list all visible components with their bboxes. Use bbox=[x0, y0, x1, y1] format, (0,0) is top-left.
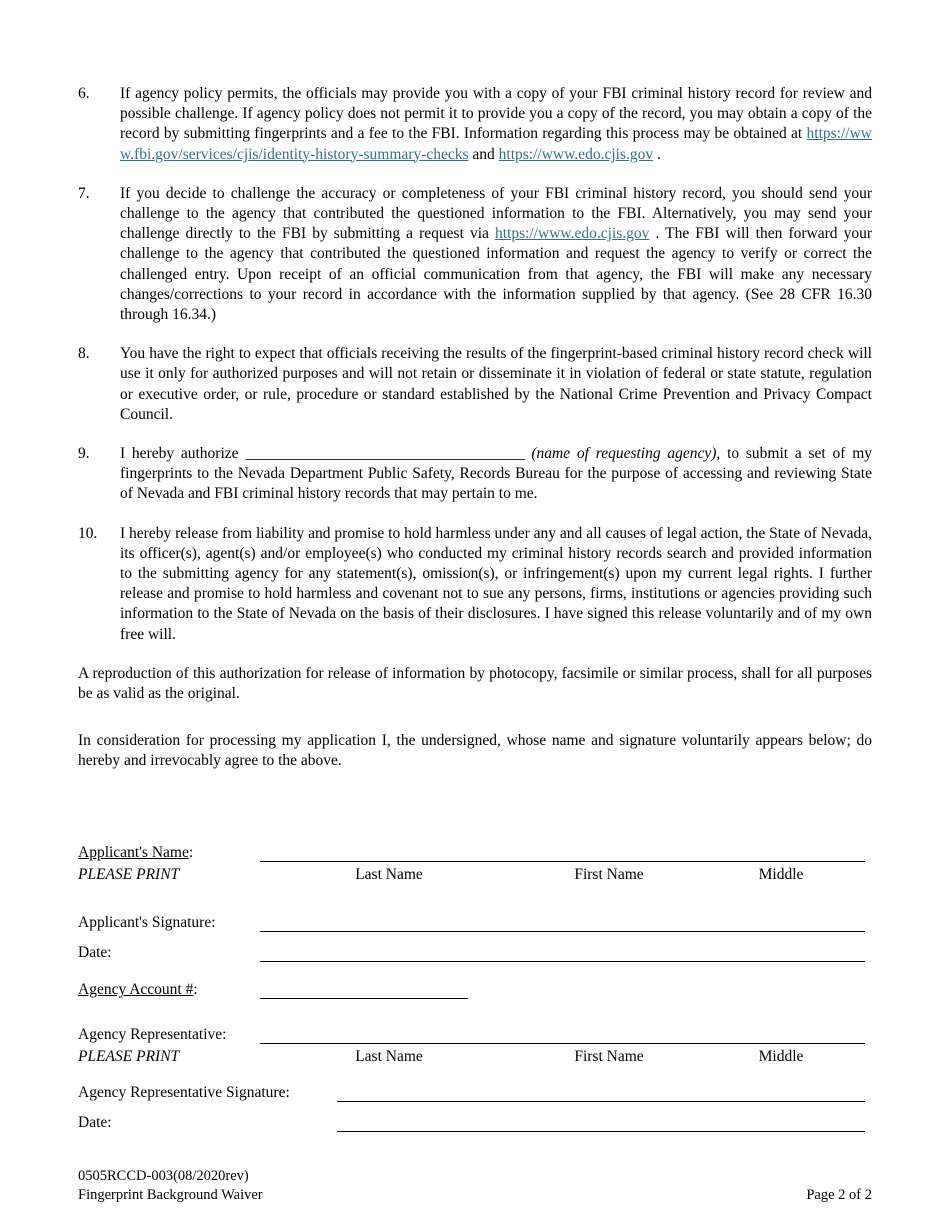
clause-6-number: 6. bbox=[78, 85, 90, 102]
clause-9-number: 9. bbox=[78, 445, 90, 463]
clause-9-text bbox=[120, 444, 872, 505]
agency-signature-section bbox=[78, 1083, 872, 1143]
column-caption-middle-applicant: Middle bbox=[758, 866, 804, 883]
clause-9-text-before-blank: I hereby authorize bbox=[120, 445, 246, 463]
column-caption-last-name-applicant: Last Name bbox=[355, 866, 423, 883]
clause-9-text-after: , to submit a set of my fingerprints to the Nevada Department Public Safety, Records Bureau for the purpose of accessing and reviewing State of Nevada and FBI criminal history records that may pertain to me. bbox=[120, 445, 873, 503]
footer-left bbox=[78, 1167, 263, 1205]
page-footer bbox=[78, 1167, 872, 1205]
applicant-date-label: Date: bbox=[78, 944, 112, 961]
agency-section bbox=[78, 980, 872, 1077]
column-caption-middle-agency: Middle bbox=[758, 1048, 804, 1065]
column-caption-first-name-applicant: First Name bbox=[574, 866, 644, 883]
clause-7 bbox=[78, 184, 872, 325]
requesting-agency-blank-field[interactable]: ______________________________________ bbox=[245, 445, 525, 463]
page-number: Page 2 of 2 bbox=[806, 1187, 872, 1203]
edo-cjis-gov-link-clause-7[interactable]: https://www.edo.cjis.gov bbox=[494, 225, 650, 243]
agency-representative-line[interactable] bbox=[260, 1043, 865, 1044]
applicant-signature-row bbox=[78, 913, 872, 943]
clause-7-text-after: . The FBI will then forward your challenge to the agency that contributed the questioned information and request the agency to verify or correct the challenged entry. Upon receipt of an official communication from that agency, the FBI will make any necessary changes/corrections to your record in accordance with the information supplied by that agency. (See 28 CFR 16.30 through 16.34.) bbox=[120, 225, 872, 324]
document-title: Fingerprint Background Waiver bbox=[78, 1187, 263, 1203]
agency-account-line[interactable] bbox=[260, 998, 468, 999]
form-code: 0505RCCD-003(08/2020rev) bbox=[78, 1168, 249, 1184]
clause-7-text-before-link: If you decide to challenge the accuracy or completeness of your FBI criminal history record, you should send your challenge to the agency that contributed the questioned information to the FBI. Alternatively, you may send your challenge directly to the FBI by submitting a request via bbox=[120, 184, 872, 243]
document-body bbox=[78, 84, 872, 772]
consideration-paragraph: In consideration for processing my application I, the undersigned, whose name and signature voluntarily appears below; do hereby and irrevocably agree to the above. bbox=[78, 732, 872, 770]
clause-6-text-after: . bbox=[653, 145, 661, 163]
agency-date-label: Date: bbox=[78, 1114, 112, 1131]
clause-7-number: 7. bbox=[78, 184, 90, 202]
clause-10 bbox=[78, 524, 872, 645]
column-caption-last-name-agency: Last Name bbox=[355, 1048, 423, 1065]
clause-8-text: You have the right to expect that officials receiving the results of the fingerprint-based criminal history record check will use it only for authorized purposes and will not retain or disseminate it in violation of federal or state statute, regulation or executive order, or rule, procedure or standard established by the National Crime Prevention and Privacy Compact Council. bbox=[120, 345, 872, 423]
clause-10-number: 10. bbox=[78, 524, 98, 542]
column-caption-first-name-agency: First Name bbox=[574, 1048, 644, 1065]
clause-6-text-between: and bbox=[468, 145, 499, 163]
applicant-signature-line[interactable] bbox=[260, 931, 865, 932]
clause-10-text: I hereby release from liability and promise to hold harmless under any and all causes of legal action, the State of Nevada, its officer(s), agent(s) and/or employee(s) who conducted my criminal history records search and provided information to the submitting agency for any statement(s), omission(s), or infringement(s) upon my current legal rights. I further release and promise to hold harmless and covenant not to sue any persons, firms, institutions or agencies providing such information to the State of Nevada on the basis of their disclosures. I have signed this release voluntarily and of my own free will. bbox=[120, 524, 872, 643]
please-print-caption-applicant: PLEASE PRINT bbox=[78, 866, 180, 883]
applicant-date-row bbox=[78, 943, 872, 973]
agency-rep-signature-row bbox=[78, 1083, 872, 1113]
agency-account-row bbox=[78, 980, 872, 1012]
applicant-signature-label: Applicant's Signature: bbox=[78, 914, 216, 931]
fbi-identity-history-summary-checks-link[interactable]: https://www.fbi.gov/services/cjis/identity-history-summary-checks bbox=[120, 125, 872, 163]
agency-representative-row bbox=[78, 1025, 872, 1047]
agency-representative-label: Agency Representative: bbox=[78, 1026, 227, 1043]
clause-9 bbox=[78, 444, 872, 505]
agency-rep-signature-line[interactable] bbox=[337, 1101, 865, 1102]
edo-cjis-gov-link-clause-6[interactable]: https://www.edo.cjis.gov bbox=[498, 145, 654, 163]
clause-8 bbox=[78, 344, 872, 425]
clause-7-text bbox=[120, 184, 872, 325]
reproduction-paragraph: A reproduction of this authorization for release of information by photocopy, facsimile or similar process, shall for all purposes be as valid as the original. bbox=[78, 664, 872, 703]
agency-date-line[interactable] bbox=[337, 1131, 865, 1132]
applicant-name-label: Applicant's Name: bbox=[78, 844, 194, 861]
please-print-caption-agency: PLEASE PRINT bbox=[78, 1048, 180, 1065]
applicant-name-captions-row bbox=[78, 865, 872, 895]
agency-date-row bbox=[78, 1113, 872, 1143]
agency-rep-signature-label: Agency Representative Signature: bbox=[78, 1084, 290, 1101]
clause-6 bbox=[78, 84, 872, 165]
agency-account-label: Agency Account #: bbox=[78, 981, 198, 998]
clause-8-number: 8. bbox=[78, 345, 90, 363]
clause-6-text bbox=[120, 84, 872, 165]
clause-6-text-before-link: If agency policy permits, the officials may provide you with a copy of your FBI criminal history record for review and possible challenge. If agency policy does not permit it to provide you a copy of the record, you may obtain a copy of the record by submitting fingerprints and a fee to the FBI. Information regarding this process may be obtained at bbox=[120, 85, 872, 143]
applicant-name-row bbox=[78, 843, 872, 865]
applicant-name-line[interactable] bbox=[260, 861, 865, 862]
agency-name-captions-row bbox=[78, 1047, 872, 1077]
clause-9-italic-note: (name of requesting agency) bbox=[524, 445, 717, 463]
applicant-section bbox=[78, 843, 872, 973]
applicant-date-line[interactable] bbox=[260, 961, 865, 962]
